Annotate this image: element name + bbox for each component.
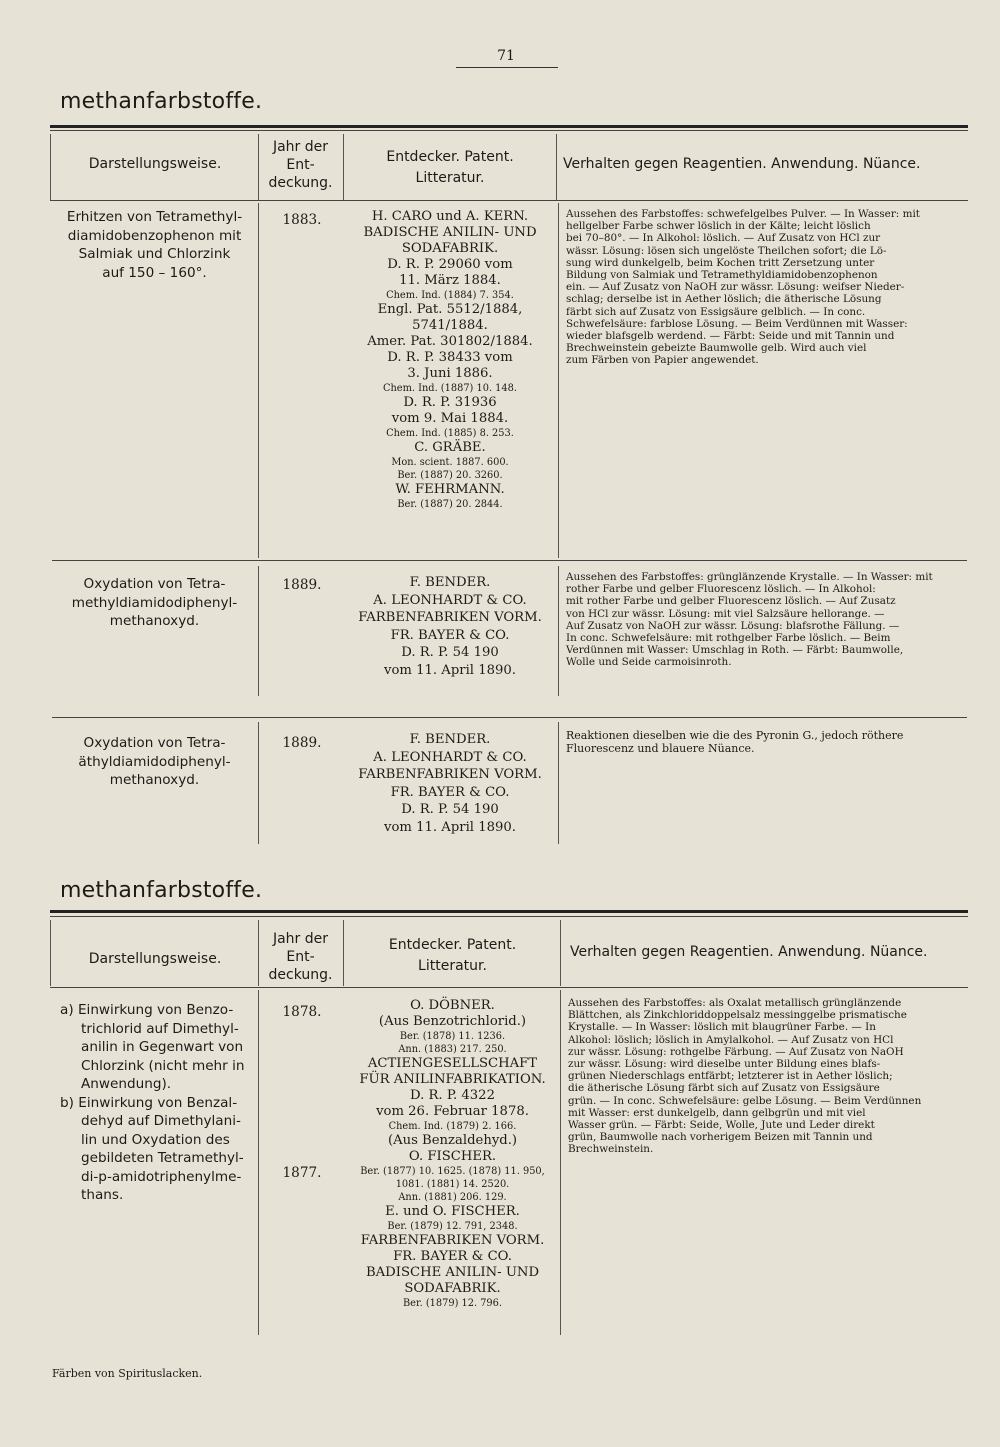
text-line: auf 150 – 160°. bbox=[102, 264, 207, 281]
text-line: H. CARO und A. KERN. bbox=[371, 209, 529, 224]
row1-darstellung bbox=[52, 208, 257, 282]
row1-entdecker bbox=[345, 209, 555, 511]
text-line: anilin in Gegenwart von bbox=[81, 1039, 244, 1055]
column-divider bbox=[258, 203, 259, 558]
table-top-rule bbox=[50, 125, 968, 128]
row1-verhalten bbox=[566, 208, 971, 367]
column-divider bbox=[560, 990, 561, 1335]
header-jahr-line: Ent- bbox=[286, 157, 315, 173]
text-line: FARBENFABRIKEN VORM. bbox=[358, 767, 542, 782]
header-entdecker-line: Entdecker. Patent. bbox=[386, 149, 514, 165]
text-line: b) Einwirkung von Benzal- bbox=[60, 1094, 238, 1111]
table-top-rule-thin bbox=[50, 916, 968, 917]
text-line: Ann. (1881) 206. 129. bbox=[398, 1192, 507, 1203]
text-line: F. BENDER. bbox=[409, 575, 491, 590]
table-top-rule-thin bbox=[50, 130, 968, 131]
text-line: In conc. Schwefelsäure: mit rothgelber Farbe löslich. — Beim bbox=[566, 632, 891, 645]
header-darstellung: Darstellungsweise. bbox=[88, 951, 222, 967]
text-line: FÜR ANILINFABRIKATION. bbox=[359, 1072, 546, 1087]
text-line: färbt sich auf Zusatz von Essigsäure gelblich. — In conc. bbox=[566, 305, 866, 318]
text-line: BADISCHE ANILIN- UND bbox=[365, 1265, 540, 1280]
text-line: thans. bbox=[81, 1187, 124, 1203]
text-line: grünen Niederschlags entfärbt; letzterer ist in Aether löslich; bbox=[568, 1070, 893, 1083]
text-line: 3. Juni 1886. bbox=[407, 366, 493, 381]
row2-darstellung bbox=[52, 575, 257, 631]
row3-jahr: 1889. bbox=[282, 735, 322, 751]
header-jahr bbox=[258, 930, 343, 984]
row3-verhalten bbox=[566, 729, 971, 755]
text-line: Chem. Ind. (1885) 8. 253. bbox=[386, 428, 514, 439]
text-line: Erhitzen von Tetramethyl- bbox=[66, 209, 243, 225]
text-line: O. DÖBNER. bbox=[410, 998, 495, 1013]
text-line: Salmiak und Chlorzink bbox=[78, 246, 231, 262]
text-line: Aussehen des Farbstoffes: grünglänzende Krystalle. — In Wasser: mit bbox=[566, 571, 933, 583]
column-divider bbox=[556, 134, 557, 200]
table-border-left bbox=[50, 920, 51, 986]
text-line: Blättchen, als Zinkchloriddoppelsalz messinggelbe prismatische bbox=[568, 1009, 907, 1022]
text-line: A. LEONHARDT & CO. bbox=[373, 749, 527, 765]
text-line: methanoxyd. bbox=[109, 613, 200, 629]
page-number: 71 bbox=[497, 48, 515, 64]
column-divider bbox=[258, 722, 259, 844]
text-line: grün. — In conc. Schwefelsäure: gelbe Lösung. — Beim Verdünnen bbox=[568, 1094, 922, 1107]
text-line: wässr. Lösung: lösen sich ungelöste Theilchen sofort; die Lö- bbox=[566, 244, 887, 257]
text-line: D. R. P. 38433 vom bbox=[387, 350, 513, 365]
header-darstellung: Darstellungsweise. bbox=[88, 156, 222, 172]
column-divider bbox=[558, 203, 559, 558]
text-line: Brechweinstein gebeizte Baumwolle gelb. Wird auch viel bbox=[566, 342, 867, 355]
header-jahr-line: Jahr der bbox=[272, 931, 329, 947]
text-line: W. FEHRMANN. bbox=[395, 482, 505, 497]
text-line: C. GRÄBE. bbox=[414, 440, 486, 455]
footer-note: Färben von Spirituslacken. bbox=[52, 1367, 203, 1380]
header-entdecker-line: Litteratur. bbox=[418, 958, 487, 974]
column-divider bbox=[343, 134, 344, 200]
text-line: zur wässr. Lösung: wird dieselbe unter Bildung eines blafs- bbox=[568, 1058, 881, 1071]
text-line: FARBENFABRIKEN VORM. bbox=[358, 610, 542, 625]
column-divider bbox=[558, 722, 559, 844]
header-verhalten: Verhalten gegen Reagentien. Anwendung. Nüance. bbox=[570, 944, 928, 960]
text-line: Aussehen des Farbstoffes: schwefelgelbes Pulver. — In Wasser: mit bbox=[566, 208, 920, 220]
text-line: bei 70–80°. — In Alkohol: löslich. — Auf Zusatz von HCl zur bbox=[566, 232, 881, 245]
text-line: Engl. Pat. 5512/1884, bbox=[377, 302, 523, 317]
text-line: Auf Zusatz von NaOH zur wässr. Lösung: blafsrothe Fällung. — bbox=[566, 619, 900, 632]
text-line: Ber. (1878) 11. 1236. bbox=[399, 1031, 506, 1042]
table-top-rule bbox=[50, 910, 968, 913]
section-heading: methanfarbstoffe. bbox=[60, 89, 263, 114]
text-line: Oxydation von Tetra- bbox=[83, 735, 226, 751]
text-line: Aussehen des Farbstoffes: als Oxalat metallisch grünglänzende bbox=[568, 997, 902, 1009]
text-line: 5741/1884. bbox=[412, 318, 488, 333]
text-line: D. R. P. 4322 bbox=[410, 1088, 495, 1103]
text-line: Schwefelsäure: farblose Lösung. — Beim Verdünnen mit Wasser: bbox=[566, 317, 908, 330]
column-divider bbox=[343, 920, 344, 986]
header-jahr-line: deckung. bbox=[268, 175, 333, 191]
text-line: FR. BAYER & CO. bbox=[390, 784, 510, 800]
row1-jahr: 1883. bbox=[282, 212, 322, 228]
text-line: rother Farbe und gelber Fluorescenz löslich. — In Alkohol: bbox=[566, 583, 876, 596]
text-line: die ätherische Lösung färbt sich auf Zusatz von Essigsäure bbox=[568, 1082, 880, 1095]
header-entdecker-line: Litteratur. bbox=[415, 170, 485, 186]
text-line: vom 11. April 1890. bbox=[384, 662, 516, 678]
column-divider bbox=[560, 920, 561, 986]
text-line: methanoxyd. bbox=[109, 772, 200, 788]
text-line: mit Wasser: erst dunkelgelb, dann gelbgrün und mit viel bbox=[568, 1106, 866, 1119]
text-line: Ber. (1887) 20. 3260. bbox=[397, 470, 503, 481]
text-line: di-p-amidotriphenylme- bbox=[81, 1168, 242, 1185]
text-line: gebildeten Tetramethyl- bbox=[81, 1150, 244, 1166]
text-line: vom 9. Mai 1884. bbox=[391, 411, 509, 426]
header-bottom-rule bbox=[50, 200, 968, 201]
text-line: FR. BAYER & CO. bbox=[393, 1249, 512, 1264]
text-line: Chlorzink (nicht mehr in bbox=[81, 1057, 245, 1074]
text-line: O. FISCHER. bbox=[408, 1149, 497, 1164]
text-line: dehyd auf Dimethylani- bbox=[81, 1113, 241, 1129]
text-line: Verdünnen mit Wasser: Umschlag in Roth. — Färbt: Baumwolle, bbox=[566, 644, 904, 657]
text-line: Wasser grün. — Färbt: Seide, Wolle, Jute und Leder direkt bbox=[568, 1119, 875, 1132]
text-line: von HCl zur wässr. Lösung: mit viel Salzsäure hellorange. — bbox=[566, 607, 885, 620]
text-line: Mon. scient. 1887. 600. bbox=[391, 457, 509, 468]
text-line: Wolle und Seide carmoisinroth. bbox=[566, 656, 732, 669]
header-entdecker-line: Entdecker. Patent. bbox=[388, 937, 517, 953]
text-line: SODAFABRIK. bbox=[404, 1281, 501, 1296]
text-line: ACTIENGESELLSCHAFT bbox=[367, 1056, 538, 1071]
header-bottom-rule bbox=[50, 987, 968, 988]
text-line: mit rother Farbe und gelber Fluorescenz löslich. — Auf Zusatz bbox=[566, 595, 896, 608]
page-number-rule bbox=[456, 67, 558, 68]
row2-jahr: 1889. bbox=[282, 577, 322, 593]
text-line: zum Färben von Papier angewendet. bbox=[566, 354, 759, 367]
text-line: Oxydation von Tetra- bbox=[83, 576, 226, 592]
row-separator bbox=[52, 560, 967, 561]
text-line: E. und O. FISCHER. bbox=[385, 1204, 520, 1219]
column-divider bbox=[258, 990, 259, 1335]
text-line: D. R. P. 31936 bbox=[403, 395, 497, 410]
text-line: Brechweinstein. bbox=[568, 1143, 654, 1156]
text-line: wieder blafsgelb werdend. — Färbt: Seide und mit Tannin und bbox=[566, 330, 895, 343]
table-border-left bbox=[50, 134, 51, 200]
text-line: (Aus Benzaldehyd.) bbox=[387, 1133, 518, 1148]
text-line: 1081. (1881) 14. 2520. bbox=[395, 1179, 510, 1190]
row3-darstellung bbox=[52, 734, 257, 790]
text-line: lin und Oxydation des bbox=[81, 1131, 230, 1148]
text-line: Reaktionen dieselben wie die des Pyronin G., jedoch röthere bbox=[566, 729, 904, 742]
text-line: Krystalle. — In Wasser: löslich mit blaugrüner Farbe. — In bbox=[568, 1021, 876, 1034]
text-line: Alkohol: löslich; löslich in Amylalkohol. — Auf Zusatz von HCl bbox=[568, 1033, 894, 1046]
row4-verhalten bbox=[568, 997, 973, 1156]
text-line: methyldiamidodiphenyl- bbox=[71, 594, 238, 611]
section-heading: methanfarbstoffe. bbox=[60, 878, 263, 903]
text-line: vom 11. April 1890. bbox=[384, 819, 516, 835]
row-separator bbox=[52, 717, 967, 718]
text-line: Chem. Ind. (1879) 2. 166. bbox=[388, 1121, 517, 1132]
text-line: Anwendung). bbox=[81, 1076, 172, 1092]
header-jahr bbox=[258, 138, 343, 192]
text-line: Chem. Ind. (1884) 7. 354. bbox=[386, 290, 514, 301]
text-line: Fluorescenz und blauere Nüance. bbox=[566, 742, 755, 755]
text-line: schlag; derselbe ist in Aether löslich; die ätherische Lösung bbox=[566, 293, 882, 306]
text-line: a) Einwirkung von Benzo- bbox=[60, 1002, 234, 1018]
text-line: trichlorid auf Dimethyl- bbox=[81, 1020, 239, 1037]
row4-jahr-2: 1877. bbox=[282, 1165, 322, 1181]
text-line: Ber. (1877) 10. 1625. (1878) 11. 950, bbox=[360, 1166, 545, 1177]
text-line: (Aus Benzotrichlorid.) bbox=[378, 1014, 527, 1029]
text-line: ein. — Auf Zusatz von NaOH zur wässr. Lösung: weifser Nieder- bbox=[566, 281, 905, 294]
text-line: grün, Baumwolle nach vorherigem Beizen mit Tannin und bbox=[568, 1131, 873, 1144]
text-line: äthyldiamidodiphenyl- bbox=[78, 753, 231, 770]
text-line: Ann. (1883) 217. 250. bbox=[398, 1044, 507, 1055]
column-divider bbox=[558, 566, 559, 696]
text-line: Bildung von Salmiak und Tetramethyldiamidobenzophenon bbox=[566, 269, 878, 282]
row4-darstellung bbox=[60, 1001, 258, 1205]
header-entdecker bbox=[345, 935, 560, 977]
header-verhalten: Verhalten gegen Reagentien. Anwendung. Nüance. bbox=[563, 156, 921, 172]
text-line: D. R. P. 29060 vom bbox=[387, 257, 513, 272]
header-jahr-line: Ent- bbox=[286, 949, 315, 965]
text-line: Amer. Pat. 301802/1884. bbox=[367, 334, 533, 349]
text-line: zur wässr. Lösung: rothgelbe Färbung. — Auf Zusatz von NaOH bbox=[568, 1045, 904, 1058]
text-line: Ber. (1887) 20. 2844. bbox=[397, 499, 503, 510]
text-line: SODAFABRIK. bbox=[401, 241, 499, 256]
header-entdecker bbox=[345, 147, 555, 189]
text-line: FR. BAYER & CO. bbox=[390, 627, 510, 643]
row3-entdecker bbox=[345, 731, 555, 836]
row2-verhalten bbox=[566, 571, 971, 669]
text-line: FARBENFABRIKEN VORM. bbox=[360, 1233, 545, 1248]
row4-entdecker bbox=[345, 998, 560, 1310]
text-line: Ber. (1879) 12. 796. bbox=[402, 1298, 503, 1309]
text-line: A. LEONHARDT & CO. bbox=[373, 592, 527, 608]
text-line: vom 26. Februar 1878. bbox=[376, 1104, 529, 1119]
text-line: D. R. P. 54 190 bbox=[401, 645, 499, 660]
column-divider bbox=[258, 566, 259, 696]
text-line: sung wird dunkelgelb, beim Kochen tritt Zersetzung unter bbox=[566, 256, 875, 269]
header-jahr-line: deckung. bbox=[268, 967, 333, 983]
text-line: hellgelber Farbe schwer löslich in der Kälte; leicht löslich bbox=[566, 220, 871, 233]
row2-entdecker bbox=[345, 574, 555, 679]
text-line: Chem. Ind. (1887) 10. 148. bbox=[383, 383, 517, 394]
text-line: Ber. (1879) 12. 791, 2348. bbox=[387, 1221, 518, 1232]
text-line: F. BENDER. bbox=[409, 732, 491, 747]
text-line: 11. März 1884. bbox=[399, 273, 501, 288]
header-jahr-line: Jahr der bbox=[272, 139, 329, 155]
text-line: diamidobenzophenon mit bbox=[67, 227, 242, 244]
text-line: D. R. P. 54 190 bbox=[401, 802, 499, 817]
text-line: BADISCHE ANILIN- UND bbox=[363, 225, 537, 240]
row4-jahr-1: 1878. bbox=[282, 1004, 322, 1020]
